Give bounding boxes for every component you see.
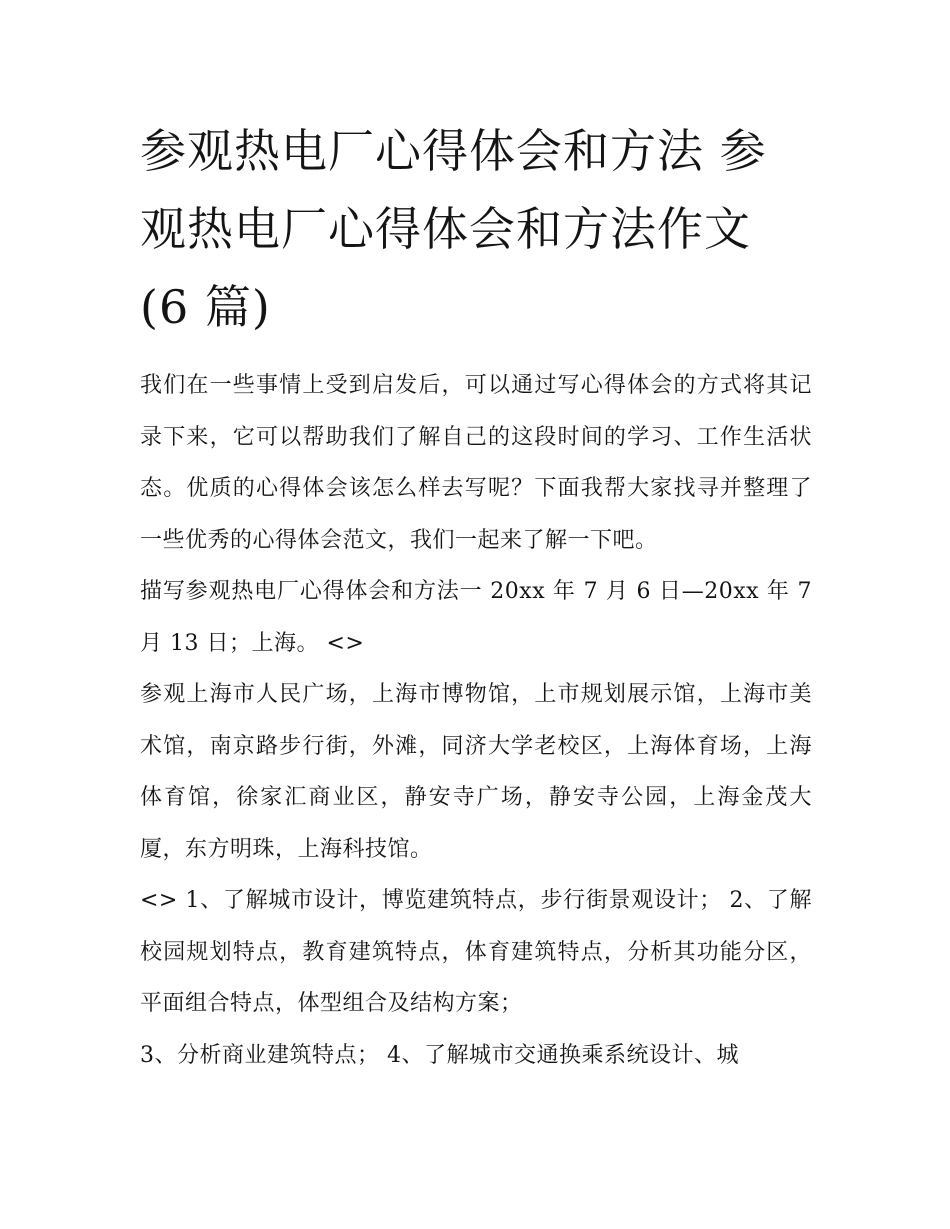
paragraph-objectives-continued: 3、分析商业建筑特点； 4、了解城市交通换乘系统设计、城 xyxy=(140,1042,739,1068)
paragraph-objectives: <> 1、了解城市设计，博览建筑特点，步行街景观设计； 2、了解校园规划特点，教育建筑特点，体育建筑特点，分析其功能分区，平面组合特点，体型组合及结构方案； xyxy=(140,888,812,1016)
paragraph-date-location: 描写参观热电厂心得体会和方法一 20xx 年 7 月 6 日—20xx 年 7 月 13 日；上海。 <> xyxy=(140,579,812,656)
document-page xyxy=(140,112,812,1081)
paragraph-intro: 我们在一些事情上受到启发后，可以通过写心得体会的方式将其记录下来，它可以帮助我们了解自己的这段时间的学习、工作生活状态。优质的心得体会该怎么样去写呢？下面我帮大家找寻并整理了一些优秀的心得体会范文，我们一起来了解一下吧。 xyxy=(140,373,812,553)
paragraph-visit-sites: 参观上海市人民广场，上海市博物馆，上市规划展示馆，上海市美术馆，南京路步行街，外滩，同济大学老校区，上海体育场，上海体育馆，徐家汇商业区，静安寺广场，静安寺公园，上海金茂大厦，东方明珠，上海科技馆。 xyxy=(140,682,812,862)
document-body xyxy=(140,360,812,1081)
document-title: 参观热电厂心得体会和方法 参观热电厂心得体会和方法作文 (6 篇) xyxy=(140,124,767,334)
